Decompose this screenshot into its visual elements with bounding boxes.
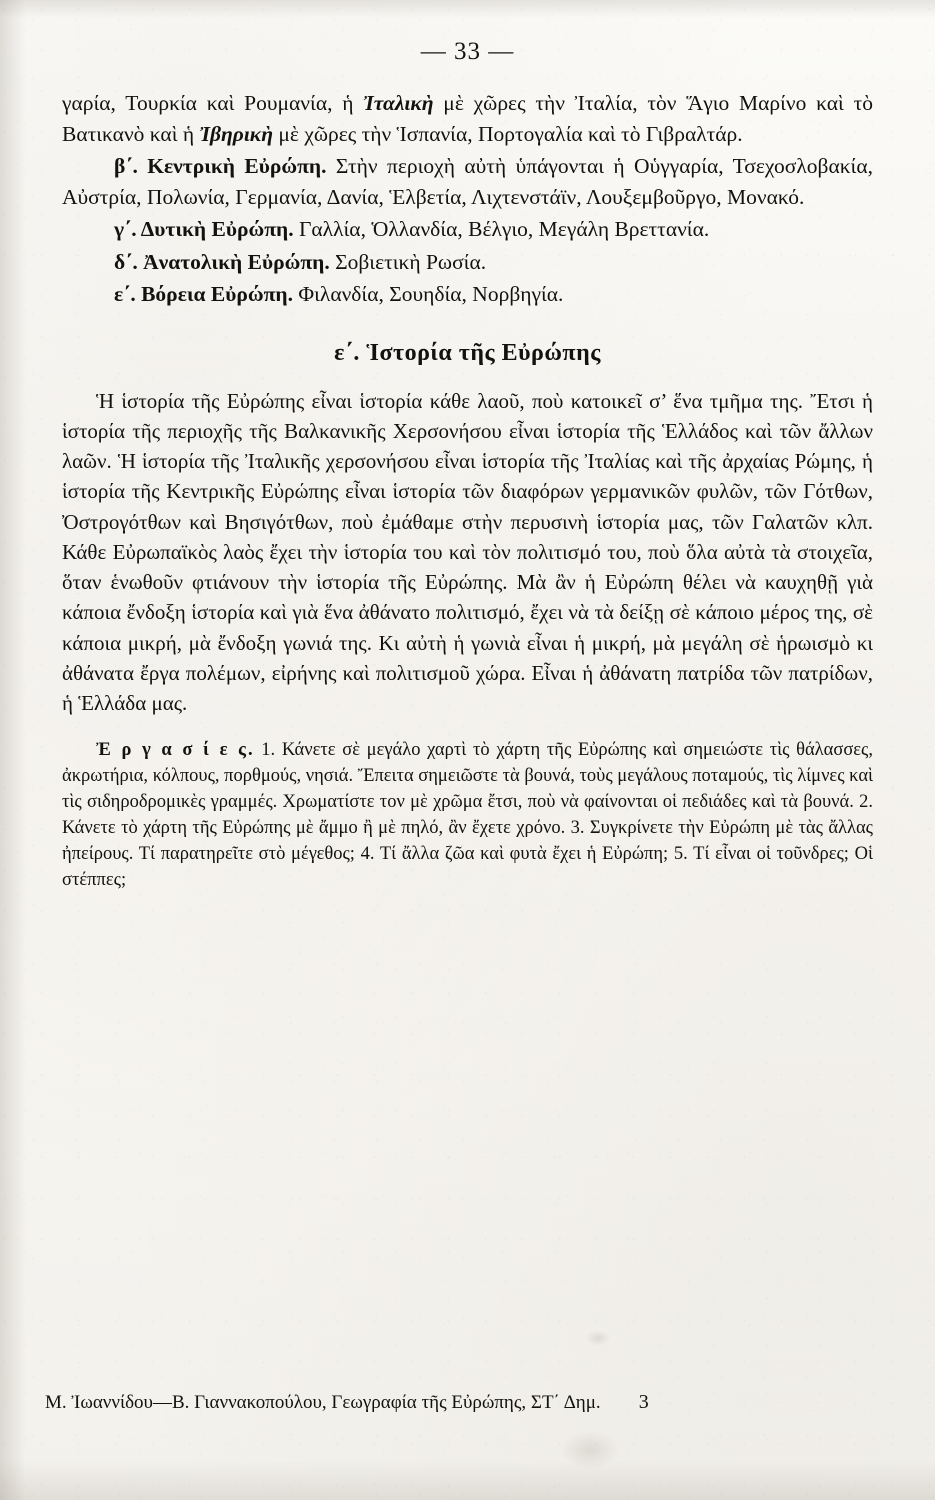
section-title: ε΄. Ἱστορία τῆς Εὐρώπης	[334, 339, 601, 366]
list-item-text: Φιλανδία, Σουηδία, Νορβηγία.	[293, 282, 564, 307]
page-edge-shadow-bottom	[0, 1460, 935, 1500]
continued-line2-post: μὲ χῶρες τὴν Ἱσπανία, Πορτογαλία καὶ τὸ Γιβραλτάρ.	[273, 121, 743, 146]
continued-line1-pre: γαρία, Τουρκία καὶ Ρουμανία, ἡ	[62, 91, 364, 115]
list-item-text: Στὴν περιοχὴ αὐτὴ ὑπάγονται ἡ Οὑγγαρία, Τσεχοσλοβακία, Αὐστρία, Πολωνία, Γερμανία, Δανία, Ἑλβετία, Λιχτενστάϊν, Λουξεμβοῦργο, Μονακό.	[62, 154, 873, 209]
exercises-paragraph	[62, 738, 873, 893]
list-item	[62, 247, 873, 278]
list-item	[62, 214, 873, 245]
continued-paragraph	[62, 88, 873, 149]
footer-signature-number: 3	[638, 1391, 649, 1413]
list-item-heading: ε΄. Βόρεια Εὐρώπη.	[114, 282, 294, 307]
continued-line1-post: μὲ χῶρες τὴν Ἰταλία, τὸν	[433, 91, 687, 115]
list-item-text: Σοβιετικὴ Ρωσία.	[329, 249, 487, 274]
paper-speck	[585, 1330, 611, 1346]
exercises-text: 1. Κάνετε σὲ μεγάλο χαρτὶ τὸ χάρτη τῆς Εὐρώπης καὶ σημειώστε τὶς θάλασσες, ἀκρωτήρια, κόλπους, πορθμούς, νησιά. Ἔπειτα σημειῶστε τὰ βουνά, τοὺς μεγάλους ποταμούς, τὶς λίμνες καὶ τὶς σιδηροδρομικὲς γραμμές. Χρωματίστε τον μὲ χρῶμα ἔτσι, ποὺ νὰ φαίνονται οἱ πεδιάδες καὶ τὰ βουνά. 2. Κάνετε τὸ χάρτη τῆς Εὐρώπης μὲ ἄμμο ἢ μὲ πηλό, ἂν ἔχετε χρόνο. 3. Συγκρίνετε τὴν Εὐρώπη μὲ τὰς ἄλλας ἠπείρους. Τί παρατηρεῖτε στὸ μέγεθος; 4. Τί ἄλλα ζῶα καὶ φυτὰ ἔχει ἡ Εὐρώπη; 5. Τί εἶναι οἱ τοῦνδρες; Οἱ στέππες;	[62, 740, 874, 890]
page-body	[62, 88, 873, 894]
page-footer	[45, 1391, 873, 1414]
list-item	[62, 151, 873, 212]
footer-citation: Μ. Ἰωαννίδου—Β. Γιαννακοπούλου, Γεωγραφία τῆς Εὐρώπης, ΣΤ΄ Δημ.	[45, 1392, 601, 1413]
list-item-heading: δ΄. Ἀνατολικὴ Εὐρώπη.	[114, 249, 330, 274]
page-number: — 33 —	[420, 38, 515, 65]
list-item-text: Γαλλία, Ὁλλανδία, Βέλγιο, Μεγάλη Βρεττανία.	[293, 217, 710, 242]
exercises-block	[62, 738, 873, 893]
paper-smudge	[560, 1430, 620, 1470]
italic-term-italiki: Ἰταλικὴ	[363, 91, 434, 115]
list-item-heading: β΄. Κεντρικὴ Εὐρώπη.	[114, 154, 327, 179]
paragraph: Ἡ ἱστορία τῆς Εὐρώπης εἶναι ἱστορία κάθε λαοῦ, ποὺ κατοικεῖ σ’ ἕνα τμῆμα της. Ἔτσι ἡ ἱστορία τῆς περιοχῆς τῆς Βαλκανικῆς Χερσονήσου εἶναι ἱστορία τῆς Ἑλλάδος καὶ τῶν ἄλλων λαῶν. Ἡ ἱστορία τῆς Ἰταλικῆς χερσονήσου εἶναι ἱστορία τῆς Ἰταλίας καὶ τῆς ἀρχαίας Ρώμης, ἡ ἱστορία τῆς Κεντρικῆς Εὐρώπης εἶναι ἱστορία τῶν διαφόρων γερμανικῶν φυλῶν, τῶν Γότθων, Ὀστρογότθων καὶ Βησιγότθων, ποὺ ἐμάθαμε στὴν περυσινὴ ἱστορία μας, τῶν Γαλατῶν κλπ. Κάθε Εὐρωπαϊκὸς λαὸς ἔχει τὴν ἱστορία του καὶ τὸν πολιτισμό του, ποὺ ὅλα αὐτὰ τὰ στοιχεῖα, ὅταν ἑνωθοῦν φτιάνουν τὴν ἱστορία τῆς Εὐρώπης. Μὰ ἂν ἡ Εὐρώπη θέλει νὰ καυχηθῇ γιὰ κάποια ἔνδοξη ἱστορία καὶ γιὰ ἕνα ἀθάνατο πολιτισμό, ἔχει νὰ τὰ δείξῃ σὲ κάποιο μέρος της, σὲ κάποια μικρή, μὰ ἔνδοξη γωνιά της. Κι αὐτὴ ἡ γωνιὰ εἶναι ἡ μικρή, μὰ μεγάλη σὲ ἡρωισμὸ κι ἀθάνατα ἔργα πολέμων, εἰρήνης καὶ πολιτισμοῦ χώρα. Εἶναι ἡ ἀθάνατη πατρίδα τῶν πατρίδων, ἡ Ἑλλάδα μας.	[62, 388, 873, 716]
list-item	[62, 279, 873, 310]
exercises-label: Ἐ ρ γ α σ ί ε ς.	[96, 740, 255, 761]
continued-line2-pre: Ἅγιο Μαρίνο καὶ τὸ Βατικανὸ καὶ ἡ	[62, 91, 873, 146]
list-item-heading: γ΄. Δυτικὴ Εὐρώπη.	[114, 217, 294, 242]
page-edge-shadow-left	[0, 0, 26, 1500]
section-body	[62, 386, 873, 719]
italic-term-iviriki: Ἰβηρικὴ	[199, 121, 274, 146]
